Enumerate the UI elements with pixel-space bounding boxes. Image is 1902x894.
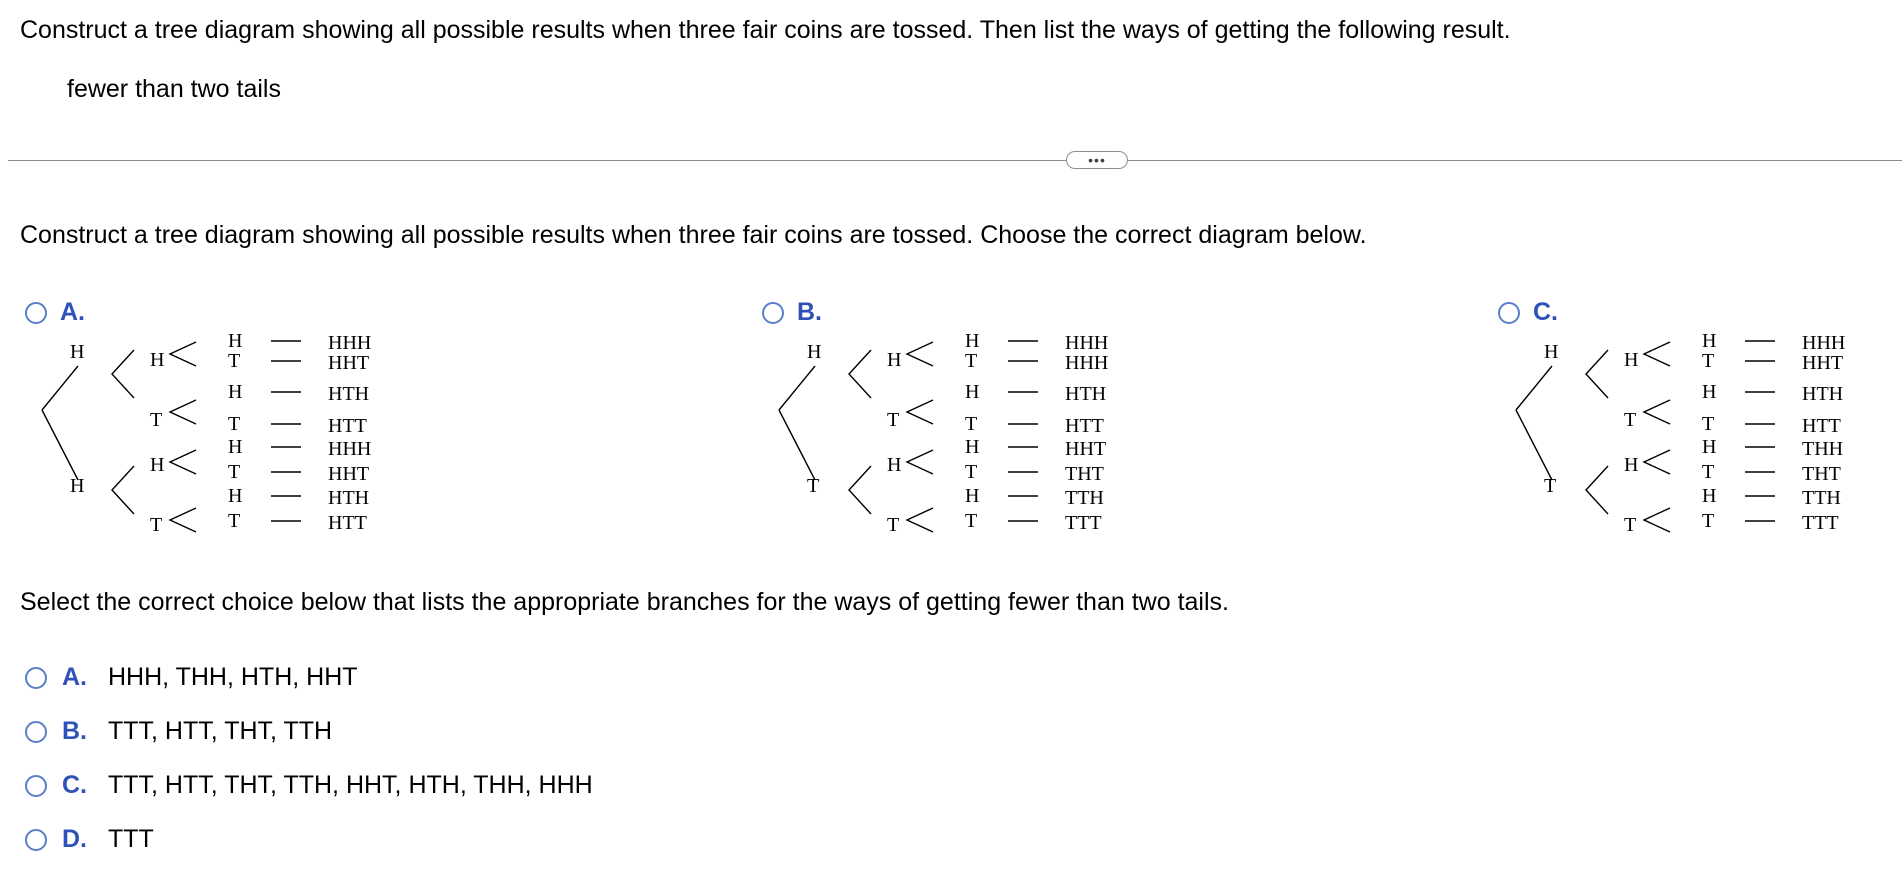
tree-b-root-branch-upper (779, 366, 815, 410)
list-choice-d-letter: D. (62, 825, 87, 853)
tree-b-outcome: HHH (1065, 332, 1109, 354)
section-divider (8, 160, 1902, 161)
tree-a-third-label: T (228, 350, 241, 372)
tree-b-third-label: T (965, 413, 978, 435)
tree-a-second-label: H (150, 454, 165, 476)
tree-b-third-label: H (965, 381, 980, 403)
tree-c-second-fork (1644, 450, 1670, 474)
tree-b-third-label: T (965, 510, 978, 532)
tree-b-third-label: T (965, 461, 978, 483)
tree-b-third-label: H (965, 485, 980, 507)
tree-c-first-fork (1586, 350, 1608, 398)
list-choice-a-letter: A. (62, 663, 87, 691)
tree-b-second-label: H (887, 349, 902, 371)
tree-b-third-label: H (965, 330, 980, 352)
tree-c-root-branch-upper (1516, 366, 1552, 410)
tree-c-second-label: T (1624, 514, 1637, 536)
tree-b-third-label: T (965, 350, 978, 372)
tree-choice-b-letter: B. (797, 298, 822, 326)
tree-c-third-label: H (1702, 381, 1717, 403)
tree-a-outcome: HHT (328, 463, 370, 485)
tree-a-outcome: HHH (328, 332, 372, 354)
tree-c-outcome: HHH (1802, 332, 1846, 354)
tree-a-third-label: T (228, 510, 241, 532)
tree-b-root-branch-lower (779, 410, 815, 480)
tree-c-second-label: H (1624, 349, 1639, 371)
tree-b-first-label: H (807, 341, 822, 363)
tree-c-second-label: H (1624, 454, 1639, 476)
tree-a-third-label: H (228, 485, 243, 507)
part2-prompt: Select the correct choice below that lists the appropriate branches for the ways of getting fewer than two tails. (20, 588, 1229, 616)
tree-a-outcome: HTH (328, 383, 370, 405)
list-choice-c-letter: C. (62, 771, 87, 799)
tree-c-outcome: HHT (1802, 352, 1844, 374)
tree-c-first-label: T (1544, 475, 1557, 497)
part1-prompt: Construct a tree diagram showing all possible results when three fair coins are tossed. Choose the correct diagram below. (20, 221, 1367, 249)
tree-b-second-label: H (887, 454, 902, 476)
tree-choice-a-letter: A. (60, 298, 85, 326)
tree-b-outcome: HHH (1065, 352, 1109, 374)
tree-a-first-label: H (70, 341, 85, 363)
tree-a-third-label: H (228, 381, 243, 403)
tree-a-first-label: H (70, 475, 85, 497)
tree-a-first-fork (112, 466, 134, 514)
tree-c-second-fork (1644, 342, 1670, 366)
tree-choice-a-radio[interactable] (25, 302, 47, 324)
list-choice-a-text: HHH, THH, HTH, HHT (108, 663, 358, 691)
tree-a-second-fork (170, 450, 196, 474)
list-choice-a-radio[interactable] (25, 667, 47, 689)
tree-a-third-label: T (228, 413, 241, 435)
tree-c-outcome: THT (1802, 463, 1841, 485)
tree-c-outcome: TTH (1802, 487, 1841, 509)
tree-c-second-fork (1644, 400, 1670, 424)
tree-c-second-label: T (1624, 409, 1637, 431)
tree-c-outcome: HTH (1802, 383, 1844, 405)
tree-choice-c-letter: C. (1533, 298, 1558, 326)
tree-b-outcome: TTT (1065, 512, 1102, 534)
tree-c-third-label: T (1702, 510, 1715, 532)
tree-b-second-label: T (887, 514, 900, 536)
tree-a-second-fork (170, 342, 196, 366)
tree-b-outcome: HTH (1065, 383, 1107, 405)
tree-a-outcome: HTT (328, 512, 367, 534)
list-choice-b-radio[interactable] (25, 721, 47, 743)
tree-diagram-b (775, 330, 1395, 550)
list-choice-d-radio[interactable] (25, 829, 47, 851)
list-choice-b-text: TTT, HTT, THT, TTH (108, 717, 333, 745)
tree-c-third-label: T (1702, 350, 1715, 372)
tree-c-second-fork (1644, 508, 1670, 532)
tree-b-outcome: THT (1065, 463, 1104, 485)
tree-b-second-fork (907, 508, 933, 532)
list-choice-c-radio[interactable] (25, 775, 47, 797)
tree-a-outcome: HTT (328, 415, 367, 437)
question-result: fewer than two tails (67, 75, 281, 103)
tree-b-second-fork (907, 400, 933, 424)
tree-b-second-label: T (887, 409, 900, 431)
tree-b-third-label: H (965, 436, 980, 458)
tree-a-third-label: H (228, 436, 243, 458)
tree-diagram-a (38, 330, 658, 550)
tree-c-outcome: TTT (1802, 512, 1839, 534)
tree-c-third-label: T (1702, 413, 1715, 435)
tree-a-second-fork (170, 508, 196, 532)
tree-a-third-label: H (228, 330, 243, 352)
list-choice-c-text: TTT, HTT, THT, TTH, HHT, HTH, THH, HHH (108, 771, 593, 799)
tree-a-root-branch-lower (42, 410, 78, 480)
tree-b-first-fork (849, 466, 871, 514)
tree-c-third-label: H (1702, 436, 1717, 458)
list-choice-d-text: TTT (108, 825, 154, 853)
tree-c-first-fork (1586, 466, 1608, 514)
question-prompt: Construct a tree diagram showing all possible results when three fair coins are tossed. Then list the ways of getting the following result. (20, 16, 1511, 44)
more-button[interactable]: ••• (1066, 151, 1128, 169)
tree-b-first-fork (849, 350, 871, 398)
tree-choice-c-radio[interactable] (1498, 302, 1520, 324)
tree-c-first-label: H (1544, 341, 1559, 363)
tree-b-outcome: HHT (1065, 438, 1107, 460)
tree-a-second-fork (170, 400, 196, 424)
tree-c-third-label: H (1702, 330, 1717, 352)
tree-b-second-fork (907, 450, 933, 474)
tree-b-second-fork (907, 342, 933, 366)
tree-a-first-fork (112, 350, 134, 398)
tree-c-third-label: T (1702, 461, 1715, 483)
tree-a-root-branch-upper (42, 366, 78, 410)
tree-c-third-label: H (1702, 485, 1717, 507)
tree-a-second-label: T (150, 409, 163, 431)
tree-c-root-branch-lower (1516, 410, 1552, 480)
tree-a-second-label: T (150, 514, 163, 536)
tree-b-first-label: T (807, 475, 820, 497)
tree-diagram-c (1512, 330, 1892, 550)
tree-a-outcome: HHH (328, 438, 372, 460)
tree-c-outcome: THH (1802, 438, 1844, 460)
tree-a-second-label: H (150, 349, 165, 371)
tree-a-outcome: HTH (328, 487, 370, 509)
tree-c-outcome: HTT (1802, 415, 1841, 437)
list-choice-b-letter: B. (62, 717, 87, 745)
tree-a-third-label: T (228, 461, 241, 483)
tree-b-outcome: TTH (1065, 487, 1104, 509)
tree-choice-b-radio[interactable] (762, 302, 784, 324)
tree-b-outcome: HTT (1065, 415, 1104, 437)
tree-a-outcome: HHT (328, 352, 370, 374)
